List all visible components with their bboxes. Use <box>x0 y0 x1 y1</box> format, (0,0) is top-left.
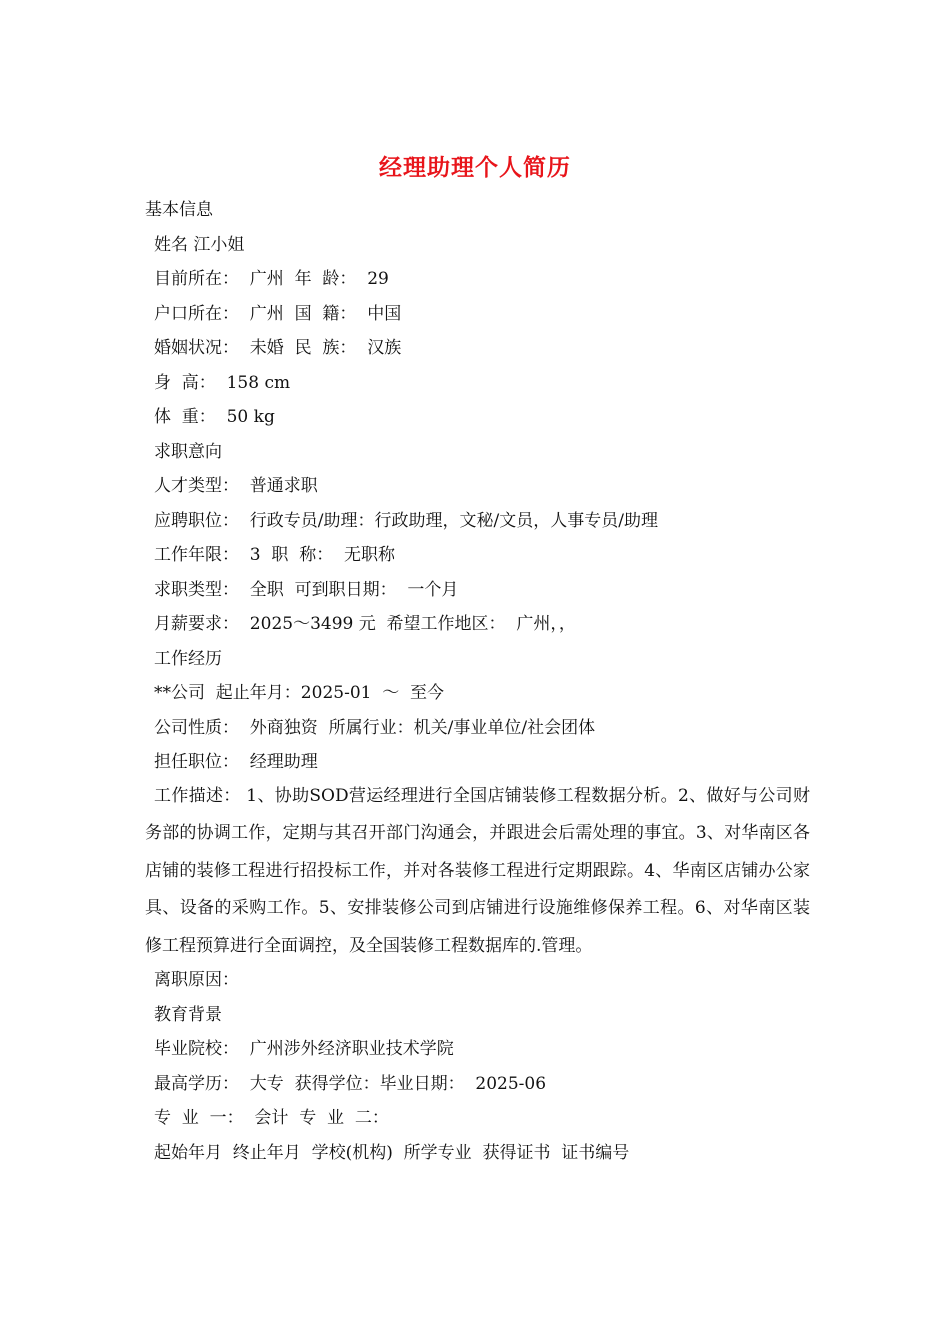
marital-ethnicity-line: 婚姻状况： 未婚 民 族： 汉族 <box>154 338 402 358</box>
section-heading-education: 教育背景 <box>154 1004 222 1025</box>
degree-line: 最高学历： 大专 获得学位：毕业日期： 2025-06 <box>154 1073 547 1094</box>
job-type-line: 求职类型： 全职 可到职日期： 一个月 <box>154 579 459 600</box>
weight-line: 体 重： 50 kg <box>154 407 275 427</box>
location-age-line: 目前所在： 广州 年 龄： 29 <box>154 269 389 289</box>
resume-body <box>145 193 810 1170</box>
salary-region-line: 月薪要求： 2025～3499 元 希望工作地区： 广州，， <box>154 614 576 634</box>
years-title-line: 工作年限： 3 职 称： 无职称 <box>154 545 396 565</box>
section-heading-experience: 工作经历 <box>154 648 222 669</box>
hukou-nationality-line: 户口所在： 广州 国 籍： 中国 <box>154 303 402 324</box>
position-line: 应聘职位： 行政专员/助理：行政助理，文秘/文员，人事专员/助理 <box>154 510 658 531</box>
section-heading-intent: 求职意向 <box>154 441 222 462</box>
work-description: 工作描述： 1、协助SOD营运经理进行全国店铺装修工程数据分析。2、做好与公司财务部的协调工作，定期与其召开部门沟通会，并跟进会后需处理的事宜。3、对华南区各店铺的装修工程进行招投标工作，并对各装修工程进行定期跟踪。4、华南区店铺办公家具、设备的采购工作。5、安排装修公司到店铺进行设施维修保养工程。6、对华南区装修工程预算进行全面调控，及全国装修工程数据库的.管理。 <box>145 785 810 956</box>
school-line: 毕业院校： 广州涉外经济职业技术学院 <box>154 1039 454 1059</box>
talent-type-line: 人才类型： 普通求职 <box>154 476 318 496</box>
height-line: 身 高： 158 cm <box>154 372 291 393</box>
education-table-header: 起始年月 终止年月 学校(机构) 所学专业 获得证书 证书编号 <box>154 1142 630 1163</box>
document-title: 经理助理个人简历 <box>379 154 571 181</box>
section-heading-basic: 基本信息 <box>145 200 213 220</box>
company-nature-line: 公司性质： 外商独资 所属行业：机关/事业单位/社会团体 <box>154 717 596 738</box>
name-line: 姓名 江小姐 <box>154 234 245 255</box>
majors-line: 专 业 一： 会计 专 业 二： <box>154 1108 389 1128</box>
leave-reason-line: 离职原因： <box>154 970 239 990</box>
role-line: 担任职位： 经理助理 <box>154 752 318 772</box>
company-period-line: **公司 起止年月：2025-01 ～ 至今 <box>154 683 445 703</box>
